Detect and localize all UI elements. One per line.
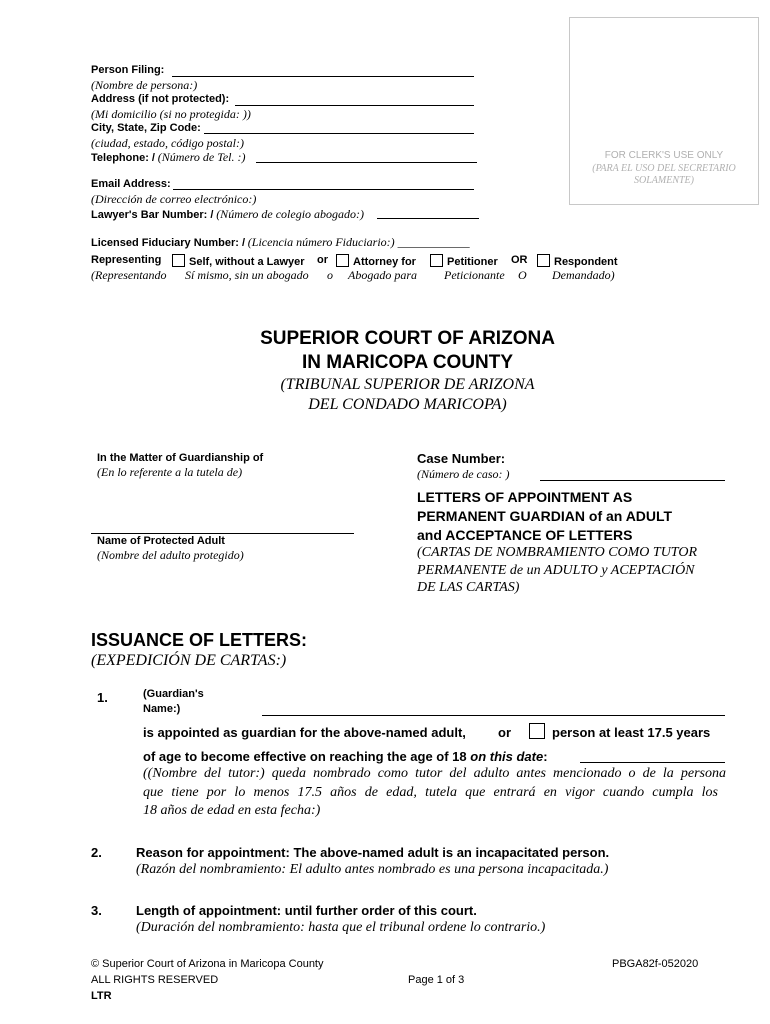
court-title-2: IN MARICOPA COUNTY [301,352,514,373]
doc-title-es-3: DE LAS CARTAS) [417,580,520,595]
guardian-name-label-2: Name:) [143,703,181,715]
footer-page: Page 1 of 3 [408,974,465,986]
effective-date-line[interactable] [580,762,725,763]
item-2-number: 2. [91,845,102,860]
fiduciary-row [91,235,470,250]
matter-label: In the Matter of Guardianship of [97,452,264,464]
clerk-text-3: SOLAMENTE) [634,175,694,186]
lawyer-bar-line[interactable] [377,218,479,219]
court-title-1: SUPERIOR COURT OF ARIZONA [260,328,555,349]
email-es: (Dirección de correo electrónico:) [91,192,257,206]
or-1: or [317,254,328,266]
appointed-text: is appointed as guardian for the above-named adult, [143,725,466,740]
petitioner-label-es: Peticionante [444,268,505,282]
protected-adult-line[interactable] [91,533,354,534]
or-2: OR [511,254,528,266]
case-number-label: Case Number: [417,451,506,466]
respondent-checkbox[interactable] [537,254,550,267]
footer-code: LTR [91,990,112,1002]
option-self[interactable] [172,254,305,268]
item-3-es: (Duración del nombramiento: hasta que el tribunal ordene lo contrario.) [136,920,546,935]
person-filing-line[interactable] [172,76,474,77]
clerk-text-2: (PARA EL USO DEL SECRETARIO [592,163,736,174]
email-line[interactable] [173,189,474,190]
fiduciary-es: (Licencia número Fiduciario:) ____________ [247,235,470,249]
email-label: Email Address: [91,178,171,190]
option-respondent[interactable] [537,254,618,268]
issuance-heading-es: (EXPEDICIÓN DE CARTAS:) [91,652,287,669]
petitioner-label: Petitioner [447,256,498,268]
or-item1: or [498,725,511,740]
representing-label: Representing [91,254,162,266]
lawyer-bar-label: Lawyer's Bar Number: / [91,209,214,221]
matter-label-es: (En lo referente a la tutela de) [97,465,243,479]
fiduciary-label: Licensed Fiduciary Number: / [91,237,246,249]
item-3-number: 3. [91,903,102,918]
footer-rights: ALL RIGHTS RESERVED [91,974,219,986]
case-number-es: (Número de caso: ) [417,467,510,481]
item-3-text: Length of appointment: until further order of this court. [136,903,477,918]
doc-title-2: PERMANENT GUARDIAN of an ADULT [417,508,673,524]
effective-text-a: of age to become effective on reaching the age of 18 [143,749,471,764]
city-es: (ciudad, estado, código postal:) [91,136,244,150]
self-label-es: Sí mismo, sin un abogado [185,268,309,282]
guardian-name-line[interactable] [262,715,725,716]
doc-title-es-2: PERMANENTE de un ADULTO y ACEPTACIÓN [417,563,695,578]
option-attorney[interactable] [336,254,416,268]
city-label: City, State, Zip Code: [91,122,201,134]
telephone-label: Telephone: / [91,152,155,164]
telephone-row [91,150,246,165]
item-1-es-1: ((Nombre del tutor:) queda nombrado como tutor del adulto antes mencionado o de la persona [143,766,726,781]
effective-date-label: on this date [470,749,544,764]
self-label: Self, without a Lawyer [189,256,305,268]
attorney-checkbox[interactable] [336,254,349,267]
item-1-es-3: 18 años de edad en esta fecha:) [143,803,321,818]
protected-adult-es: (Nombre del adulto protegido) [97,548,244,562]
or-2-es: O [518,268,527,282]
telephone-line[interactable] [256,162,477,163]
clerk-use-box [569,17,759,205]
city-line[interactable] [204,133,474,134]
item-2-es: (Razón del nombramiento: El adulto antes nombrado es una persona incapacitada.) [136,862,609,877]
protected-adult-label: Name of Protected Adult [97,535,225,547]
doc-title-es-1: (CARTAS DE NOMBRAMIENTO COMO TUTOR [417,545,697,560]
item-1-es-2: que tiene por lo menos 17.5 años de edad, tutela que entrará en vigor cuando cumpla los [143,785,718,800]
person-filing-es: (Nombre de persona:) [91,78,198,92]
effective-text-c: : [543,749,548,764]
person-age-text: person at least 17.5 years [552,725,711,740]
telephone-es: (Número de Tel. :) [157,150,246,164]
respondent-label: Respondent [554,256,618,268]
option-petitioner[interactable] [430,254,498,268]
respondent-label-es: Demandado) [552,268,615,282]
item-2-text: Reason for appointment: The above-named adult is an incapacitated person. [136,845,610,860]
footer-form-id: PBGA82f-052020 [612,958,699,970]
clerk-text-1: FOR CLERK'S USE ONLY [604,150,724,161]
representing-label-es: (Representando [91,268,167,282]
petitioner-checkbox[interactable] [430,254,443,267]
court-title-es-2: DEL CONDADO MARICOPA) [308,396,507,413]
case-number-line[interactable] [540,480,725,481]
doc-title-1: LETTERS OF APPOINTMENT AS [417,489,633,505]
footer-copyright: © Superior Court of Arizona in Maricopa County [91,958,324,970]
effective-text [143,749,548,764]
attorney-label-es: Abogado para [348,268,417,282]
address-label: Address (if not protected): [91,93,230,105]
issuance-heading: ISSUANCE OF LETTERS: [91,630,308,650]
age-checkbox[interactable] [529,723,545,742]
self-checkbox[interactable] [172,254,185,267]
item-1-number: 1. [97,690,108,705]
attorney-label: Attorney for [353,256,416,268]
or-1-es: o [327,268,333,282]
address-line[interactable] [235,105,474,106]
doc-title-3: and ACCEPTANCE OF LETTERS [417,527,633,543]
address-es: (Mi domicilio (si no protegida: )) [91,107,251,121]
person-filing-label: Person Filing: [91,64,165,76]
court-title-es-1: (TRIBUNAL SUPERIOR DE ARIZONA [280,376,535,393]
lawyer-bar-row [91,207,364,222]
guardian-name-label-1: (Guardian's [143,688,204,700]
lawyer-bar-es: (Número de colegio abogado:) [216,207,365,221]
